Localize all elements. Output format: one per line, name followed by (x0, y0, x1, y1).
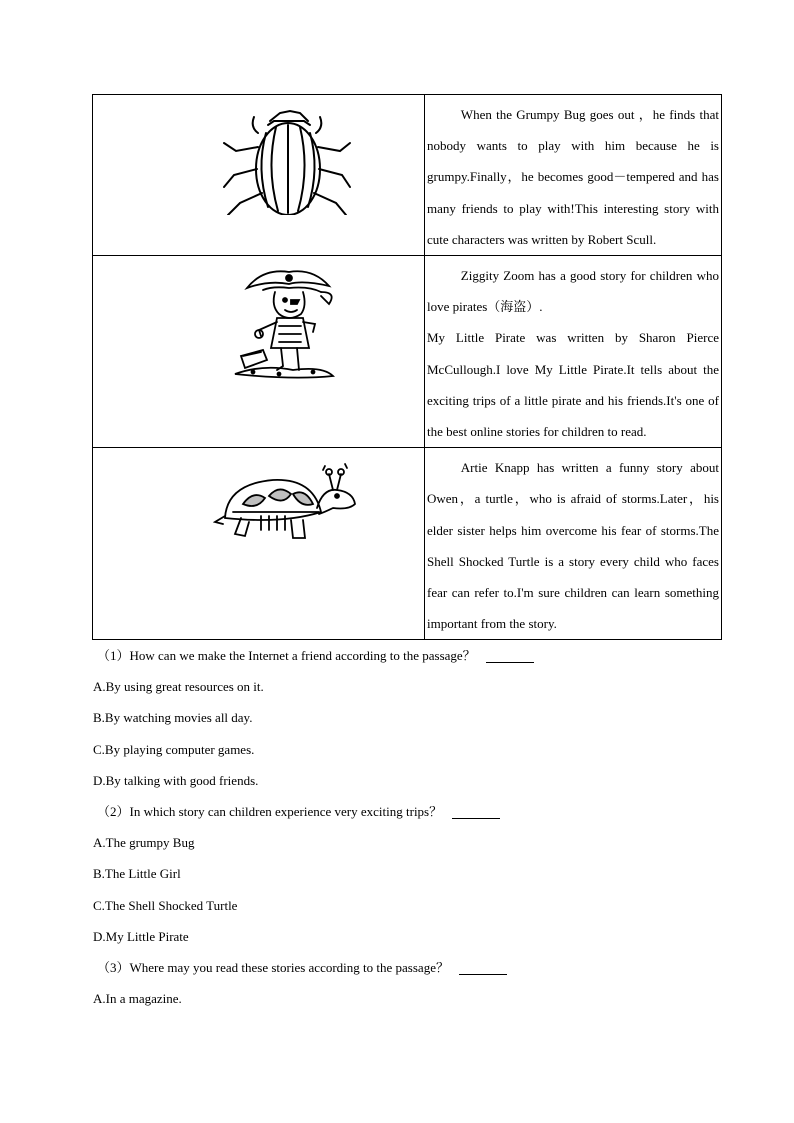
story-paragraph: When the Grumpy Bug goes out ，he finds that nobody wants to play with him because he is grumpy.Finally，he becomes good－tempered and has many friends to play with!This interesting story with cute characters was written by Robert Scull. (427, 107, 719, 247)
picture-cell (93, 448, 425, 640)
story-table (92, 94, 722, 640)
option-item[interactable]: D.My Little Pirate (93, 928, 189, 944)
answer-blank[interactable] (459, 960, 507, 975)
question-1-stem (93, 640, 723, 671)
story-paragraph: My Little Pirate was written by Sharon Pierce McCullough.I love My Little Pirate.It tells about the exciting trips of a little pirate and his friends.It's one of the best online stories for children to read. (427, 330, 719, 440)
beetle-illustration (218, 107, 353, 215)
option-item[interactable]: C.The Shell Shocked Turtle (93, 897, 238, 913)
story-row-my-little-pirate (93, 256, 722, 448)
question-text: （1）How can we make the Internet a friend according to the passage？ (97, 648, 476, 663)
option-item[interactable]: B.By watching movies all day. (93, 710, 253, 726)
story-text-my-little-pirate (425, 256, 721, 447)
story-paragraph: Artie Knapp has written a funny story about Owen，a turtle，who is afraid of storms.Later，his elder sister helps him overcome his fear of storms.The Shell Shocked Turtle is a story every child who faces fear can refer to.I'm sure children can learn something important from the story. (427, 460, 719, 632)
picture-cell (93, 256, 425, 448)
option-item[interactable]: A.The grumpy Bug (93, 835, 195, 851)
question-2-stem (93, 796, 723, 827)
story-row-grumpy-bug (93, 95, 722, 256)
story-text-cell (425, 95, 722, 256)
option-item[interactable]: A.By using great resources on it. (93, 679, 264, 695)
pirate-illustration (233, 266, 363, 381)
option-item[interactable]: D.By talking with good friends. (93, 772, 259, 788)
option-item[interactable]: C.By playing computer games. (93, 741, 255, 757)
question-3-stem (93, 952, 723, 983)
picture-cell (93, 95, 425, 256)
turtle-illustration (213, 460, 363, 550)
story-text-cell (425, 256, 722, 448)
question-text: （3）Where may you read these stories according to the passage？ (97, 959, 449, 975)
answer-blank[interactable] (486, 648, 534, 663)
option-item[interactable]: A.In a magazine. (93, 991, 182, 1007)
option-item[interactable]: B.The Little Girl (93, 866, 181, 882)
story-paragraph: Ziggity Zoom has a good story for children who love pirates（海盗）. (427, 268, 719, 315)
question-text: （2）In which story can children experience very exciting trips？ (97, 803, 443, 819)
story-text-shell-shocked-turtle (425, 448, 721, 639)
answer-blank[interactable] (452, 804, 500, 819)
story-text-cell (425, 448, 722, 640)
questions-section (93, 640, 723, 1014)
story-row-shell-shocked-turtle (93, 448, 722, 640)
story-text-grumpy-bug (425, 95, 721, 255)
